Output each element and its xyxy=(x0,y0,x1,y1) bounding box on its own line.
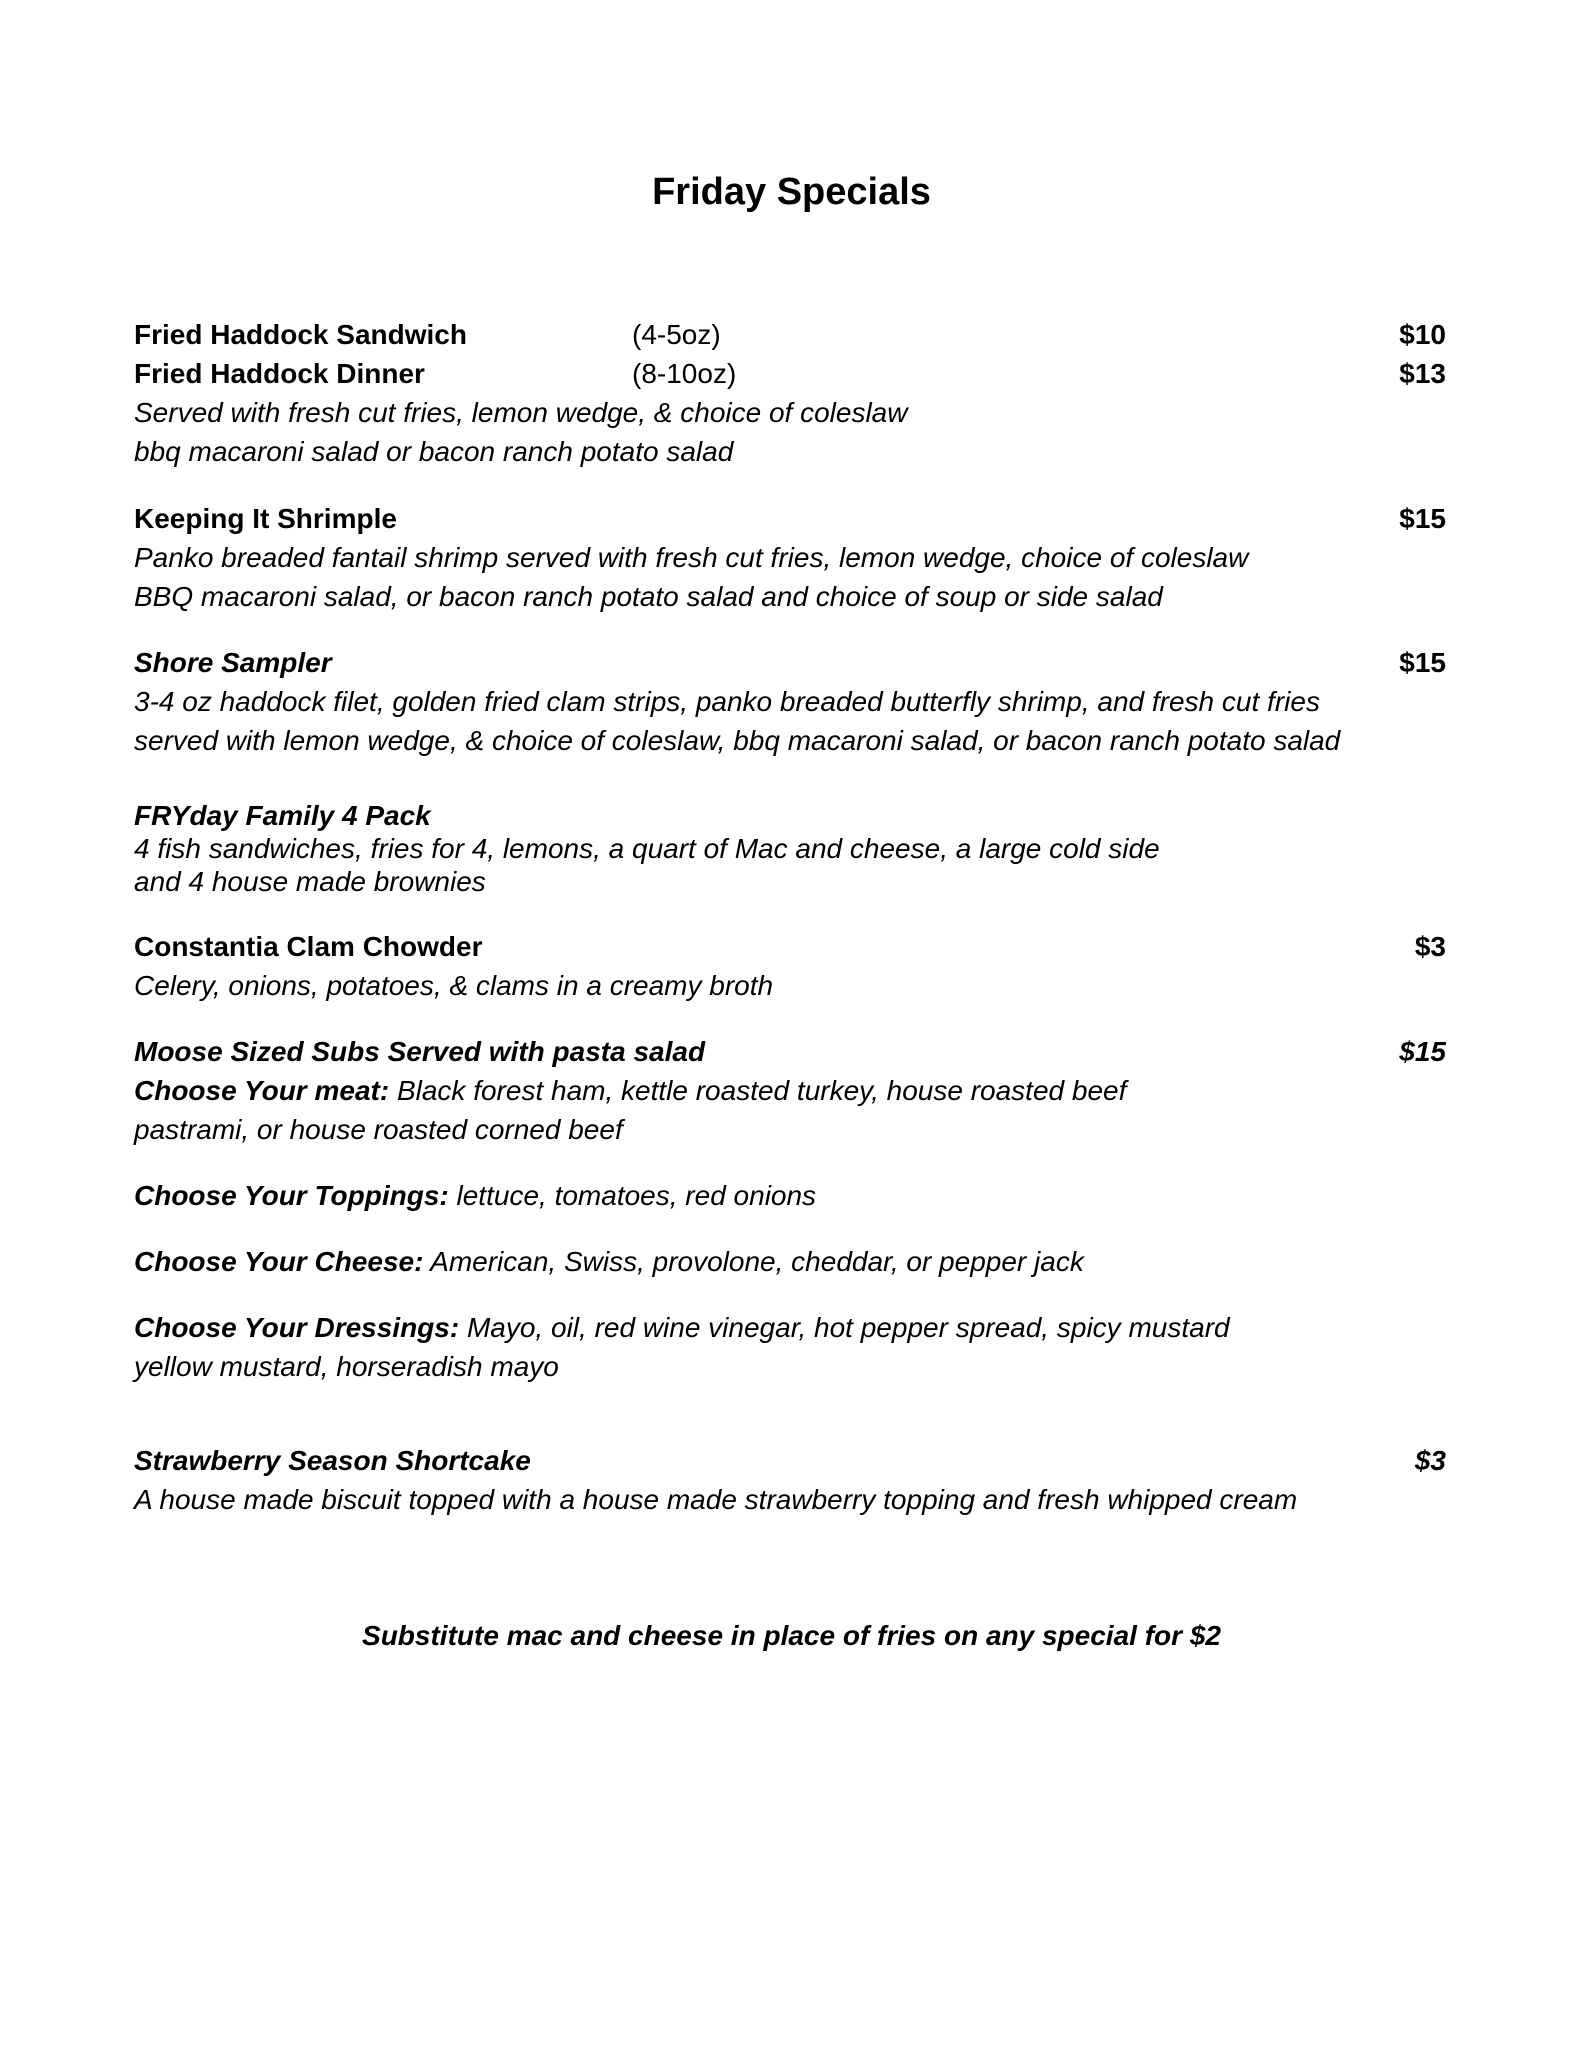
item-name: FRYday Family 4 Pack xyxy=(134,800,431,831)
option-label: Choose Your Dressings: xyxy=(134,1312,460,1343)
footer-note: Substitute mac and cheese in place of fries on any special for $2 xyxy=(362,1620,1221,1651)
item-size: (8-10oz) xyxy=(632,358,737,389)
menu-item-shrimple xyxy=(134,500,1446,538)
option-label: Choose Your Cheese: xyxy=(134,1246,424,1277)
option-text: yellow mustard, horseradish mayo xyxy=(134,1351,559,1382)
sub-option-cheese xyxy=(134,1243,1446,1281)
item-price: $15 xyxy=(1399,1036,1446,1067)
item-price: $3 xyxy=(1414,1445,1446,1476)
item-description: BBQ macaroni salad, or bacon ranch potato salad and choice of soup or side salad xyxy=(134,581,1163,612)
item-name: Fried Haddock Dinner xyxy=(134,358,425,389)
item-name: Shore Sampler xyxy=(134,647,332,678)
option-label: Choose Your meat: xyxy=(134,1075,390,1106)
item-description: Served with fresh cut fries, lemon wedge, & choice of coleslaw xyxy=(134,397,908,428)
sub-option-meat xyxy=(134,1072,1446,1110)
item-description: 3-4 oz haddock filet, golden fried clam strips, panko breaded butterfly shrimp, and fresh cut fries xyxy=(134,686,1320,717)
item-size: (4-5oz) xyxy=(632,319,721,350)
item-price: $15 xyxy=(1399,647,1446,678)
option-label: Choose Your Toppings: xyxy=(134,1180,449,1211)
menu-item-haddock-dinner xyxy=(134,355,1446,393)
item-name: Keeping It Shrimple xyxy=(134,503,397,534)
option-text: lettuce, tomatoes, red onions xyxy=(448,1180,817,1211)
menu-item-clam-chowder xyxy=(134,928,1446,966)
menu-item-shortcake xyxy=(134,1442,1446,1480)
item-name: Strawberry Season Shortcake xyxy=(134,1445,531,1476)
item-name: Moose Sized Subs Served with pasta salad xyxy=(134,1036,706,1067)
item-name: Fried Haddock Sandwich xyxy=(134,319,467,350)
menu-item-haddock-sandwich xyxy=(134,316,1446,354)
item-description: and 4 house made brownies xyxy=(134,866,486,897)
option-text: pastrami, or house roasted corned beef xyxy=(134,1114,623,1145)
item-price: $13 xyxy=(1399,358,1446,389)
option-text: Black forest ham, kettle roasted turkey, house roasted beef xyxy=(389,1075,1127,1106)
option-text: American, Swiss, provolone, cheddar, or pepper jack xyxy=(423,1246,1084,1277)
item-description: served with lemon wedge, & choice of coleslaw, bbq macaroni salad, or bacon ranch potato salad xyxy=(134,725,1341,756)
menu-item-moose-subs xyxy=(134,1033,1446,1071)
item-price: $10 xyxy=(1399,319,1446,350)
item-price: $15 xyxy=(1399,503,1446,534)
item-price: $3 xyxy=(1414,931,1446,962)
item-description: bbq macaroni salad or bacon ranch potato salad xyxy=(134,436,734,467)
item-description: 4 fish sandwiches, fries for 4, lemons, a quart of Mac and cheese, a large cold side xyxy=(134,833,1160,864)
page-title: Friday Specials xyxy=(652,171,931,213)
item-name: Constantia Clam Chowder xyxy=(134,931,483,962)
option-text: Mayo, oil, red wine vinegar, hot pepper spread, spicy mustard xyxy=(459,1312,1230,1343)
sub-option-toppings xyxy=(134,1177,1446,1215)
menu-item-shore-sampler xyxy=(134,644,1446,682)
item-description: Celery, onions, potatoes, & clams in a creamy broth xyxy=(134,970,774,1001)
item-description: A house made biscuit topped with a house made strawberry topping and fresh whipped cream xyxy=(134,1484,1298,1515)
sub-option-dressings xyxy=(134,1309,1446,1347)
item-description: Panko breaded fantail shrimp served with fresh cut fries, lemon wedge, choice of coleslaw xyxy=(134,542,1249,573)
